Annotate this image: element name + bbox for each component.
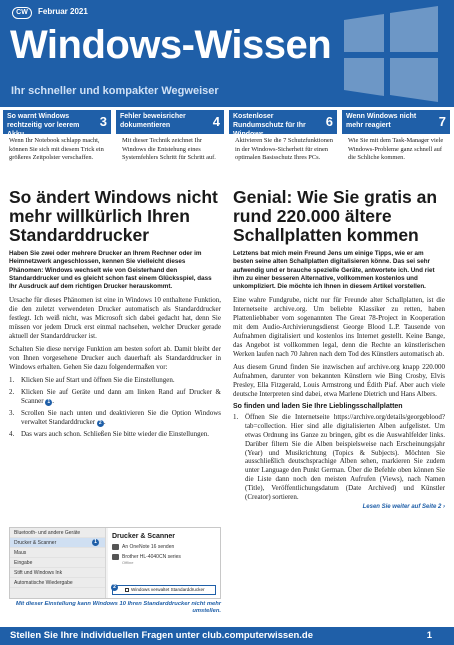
page-number: 1 (426, 630, 432, 641)
step-text: Klicken Sie auf Start und öffnen Sie die Einstellungen. (21, 376, 175, 385)
step-item (9, 430, 221, 439)
teaser-page-number: 7 (438, 114, 446, 129)
step-item: 2. Klicken Sie auf Geräte und dann am linken Rand auf Drucker & Scanner 1 . (9, 388, 221, 406)
teaser-box[interactable] (3, 110, 111, 186)
teaser-strip (0, 110, 454, 186)
teaser-title: So warnt Windows rechtzeitig vor leerem Akku (7, 113, 80, 138)
brand-logo: CW (12, 7, 32, 19)
printer-device[interactable] (108, 544, 220, 550)
settings-screenshot (9, 527, 221, 599)
teaser-text: Wenn Ihr Notebook schlapp macht, können Sie sich mit diesem Trick ein größeres Zeitpolster verschaffen. (9, 137, 104, 162)
article-paragraph: Schalten Sie diese nervige Funktion am besten sofort ab. Damit bleibt der von Ihnen vorgesehene Drucker auch dauerhaft als Standarddrucker in Windows erhalten. Gehen Sie dazu folgendermaßen vor: (9, 345, 221, 372)
step-list (233, 413, 445, 501)
teaser-page-number: 4 (212, 114, 220, 129)
sidebar-item[interactable]: Automatische Wiedergabe (10, 578, 105, 588)
step-number: 1. (233, 413, 239, 422)
teaser-page-number: 6 (325, 114, 333, 129)
windows-logo-icon (334, 6, 444, 102)
teaser-page-number: 3 (99, 114, 107, 129)
step-text: Scrollen Sie nach unten und deaktivieren Sie die Option Windows verwaltet Standarddrucker (21, 409, 221, 426)
teaser-box[interactable] (229, 110, 337, 186)
teaser-box[interactable] (116, 110, 224, 186)
settings-sidebar (10, 528, 106, 598)
teaser-header (229, 110, 337, 138)
step-number: 4. (9, 429, 15, 438)
footer-text[interactable]: Stellen Sie Ihre individuellen Fragen unter club.computerwissen.de (10, 630, 314, 641)
article-paragraph: Aus diesem Grund finden Sie inzwischen auf archive.org knapp 220.000 Aufnahmen, darunter von bekannten Künstlern wie Bing Crosby, Elvis Presley, Ella Fitzgerald, Louis Armstrong und Édith Piaf. Aber auch viele deutsche Interpreten sind dabei, etwa Marlene Dietrich und Hans Albers. (233, 363, 445, 399)
callout-badge: 2 (97, 420, 104, 427)
step-number: 1. (9, 376, 15, 385)
teaser-text: Wie Sie mit dem Task-Manager viele Windows-Probleme ganz schnell auf die Schliche kommen. (348, 137, 444, 162)
step-item (233, 413, 445, 501)
step-text: Das wars auch schon. Schließen Sie bitte wieder die Einstellungen. (21, 429, 209, 438)
printer-device[interactable] (108, 554, 220, 565)
printer-name: An OneNote 16 senden (122, 544, 175, 550)
step-item: 3. Scrollen Sie nach unten und deaktivieren Sie die Option Windows verwaltet Standarddrucker 2 . (9, 409, 221, 426)
default-printer-checkbox[interactable] (112, 585, 216, 595)
sidebar-item[interactable]: Maus (10, 548, 105, 558)
teaser-title: Fehler beweisricher dokumentieren (120, 113, 186, 129)
teaser-text: Aktivieren Sie die 7 Schutzfunktionen in der Windows-Sicherheit für einen optimalen Basisschutz Ihres PCs. (235, 137, 333, 162)
issue-date: Februar 2021 (38, 7, 88, 16)
teaser-header (116, 110, 224, 134)
step-text: Öffnen Sie die Internetseite https://archive.org/details/georgeblood?tab=collection. Hier sind alle digitalisierten Alben aufgelistet. Um etwas Ordnung ins Ganze zu bringen, gibt es die Auswahlfelder links. Darüber filtern Sie die Alben beispielsweise nach Erscheinungsjahr (Year) und Musikrichtung (Topics & Subjects). Möchten Sie ausschließlich deutschsprachige Alben sehen, markieren Sie zudem unter Language den Punkt German. Über die Befehle oben können Sie die Liste dann noch den meisten Aufrufen (Views), nach Namen (Title), Veröffentlichungsdatum (Date Archived) und Künstler (Creator) sortieren. (245, 413, 445, 501)
printer-status: Offline (122, 560, 134, 565)
step-text: Klicken Sie auf Geräte und dann am linken Rand auf Drucker & Scanner (21, 388, 221, 406)
sidebar-item-label: Drucker & Scanner (14, 540, 57, 546)
screenshot-caption: Mit dieser Einstellung kann Windows 10 Ihren Standarddrucker nicht mehr umstellen. (15, 601, 221, 614)
article-headline: Genial: Wie Sie gratis an rund 220.000 ältere Schallplatten kommen (233, 187, 438, 245)
article-printer (9, 188, 221, 442)
newsletter-tagline: Ihr schneller und kompakter Wegweiser (11, 85, 219, 97)
article-paragraph: Ursache für dieses Phänomen ist eine in Windows 10 enthaltene Funktion, die den zuletzt verwendeten Drucker automatisch als Standarddrucker festlegt. Ich weiß nicht, was Microsoft sich dabei gedacht hat, denn Sie müssen vor jedem Druck erst einmal nachsehen, welcher Drucker gerade aktuell der Standarddrucker ist. (9, 296, 221, 341)
callout-badge: 1 (45, 399, 52, 406)
teaser-title: Wenn Windows nicht mehr reagiert (346, 113, 417, 129)
article-lead: Haben Sie zwei oder mehrere Drucker an Ihrem Rechner oder im Heimnetzwerk angeschlossen, kennen Sie vielleicht dieses Phänomen: Windows wechselt wie von Geisterhand den Standarddrucker und es gleicht schon fast einem Glücksspiel, dass Ihr Ausdruck auf dem richtigen Drucker herauskommt. (9, 250, 212, 291)
callout-badge: 2 (111, 584, 118, 591)
teaser-title: Kostenloser Rundumschutz für Ihr Windows (233, 113, 306, 138)
section-subheading: So finden und laden Sie Ihre Lieblingsschallplatten (233, 403, 403, 411)
teaser-header (3, 110, 111, 138)
teaser-text: Mit dieser Technik zeichnet Ihr Windows die Entstehung eines Systemfehlers Schritt für Schritt auf. (122, 137, 216, 162)
step-number: 3. (9, 409, 15, 418)
sidebar-item[interactable]: Eingabe (10, 558, 105, 568)
sidebar-item-printers[interactable] (10, 538, 105, 548)
article-records (233, 188, 445, 510)
step-item (9, 376, 221, 385)
sidebar-item[interactable]: Bluetooth- und andere Geräte (10, 528, 105, 538)
teaser-box[interactable] (342, 110, 450, 186)
checkbox-box[interactable] (125, 588, 129, 592)
checkbox-label: Windows verwaltet Standarddrucker (131, 587, 205, 592)
article-paragraph: Eine wahre Fundgrube, nicht nur für Freunde alter Schallplatten, ist die Internetseite archive.org. Um beliebte Klassiker zu retten, haben Plattenliebhaber vom sogenannten The Great 78-Project in Kooperation mit dem Audio-Archivierungsdienst George Blood L.P. Tausende von Aufnahmen digitalisiert und kostenlos ins Internet gestellt. Keine Bange, das Angebot ist vollkommen legal, denn die Rechte an künstlerischen Werken laufen nach 70 Jahren nach dem Tod des Künstlers automatisch ab. (233, 296, 445, 359)
callout-badge: 1 (92, 539, 99, 546)
panel-title: Drucker & Scanner (112, 533, 176, 540)
article-lead: Letztens bat mich mein Freund Jens um einige Tipps, wie er am besten seine alten Schallplatten digitalisieren könne. Das sei sehr aufwendig und er brauche spezielle Geräte, antwortete ich. Und riet ihm zu einer besseren Alternative, vollkommen kostenlos und unkompliziert. Die möchte ich Ihnen in diesem Artikel vorstellen. (233, 250, 435, 291)
step-number: 2. (9, 388, 15, 397)
article-headline: So ändert Windows nicht mehr willkürlich Ihren Standarddrucker (9, 187, 218, 245)
sidebar-item[interactable]: Stift und Windows Ink (10, 568, 105, 578)
footer-bar (0, 627, 454, 645)
step-list (9, 376, 221, 438)
settings-panel (108, 528, 220, 598)
printer-name: Brother HL-4040CN series (122, 554, 181, 560)
masthead-banner (0, 0, 454, 107)
newsletter-title: Windows-Wissen (10, 23, 332, 67)
teaser-header (342, 110, 450, 134)
continue-link[interactable]: Lesen Sie weiter auf Seite 2 › (362, 504, 445, 511)
